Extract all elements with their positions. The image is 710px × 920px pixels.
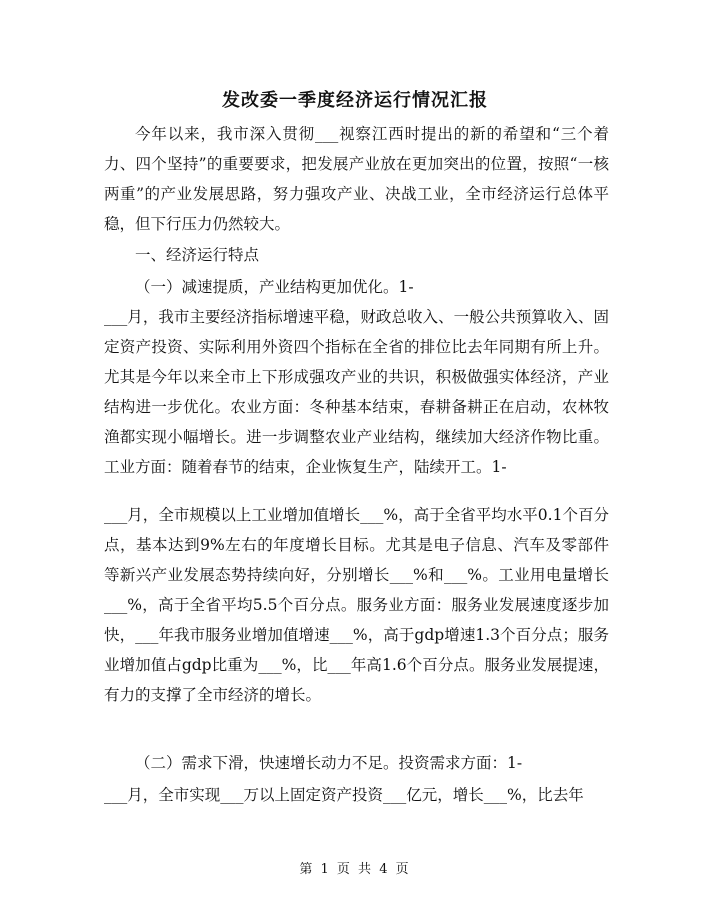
subsection-heading-1: （一）减速提质，产业结构更加优化。1-	[135, 278, 414, 296]
section-heading-1: 一、经济运行特点	[135, 246, 260, 264]
document-title: 发改委一季度经济运行情况汇报	[222, 90, 488, 111]
subsection-1-body: ___月，我市主要经济指标增速平稳，财政总收入、一般公共预算收入、固定资产投资、实际利用外资四个指标在全省的排位比去年同期有所上升。尤其是今年以来全市上下形成强攻产业的共识，积极做强实体经济，产业结构进一步优化。农业方面：冬种基本结束，春耕备耕正在启动，农林牧渔都实现小幅增长。进一步调整农业产业结构，继续加大经济作物比重。工业方面：随着春节的结束，企业恢复生产，陆续开工。1-	[104, 308, 609, 476]
page-footer	[0, 858, 710, 877]
page-number-label: 第 1 页 共 4 页	[299, 862, 411, 877]
subsection-heading-2: （二）需求下滑，快速增长动力不足。投资需求方面：1-	[135, 754, 523, 772]
intro-paragraph: 今年以来，我市深入贯彻___视察江西时提出的新的希望和“三个着力、四个坚持”的重要要求，把发展产业放在更加突出的位置，按照“一核两重”的产业发展思路，努力强攻产业、决战工业，全市经济运行总体平稳，但下行压力仍然较大。	[104, 125, 609, 233]
subsection-2-body: ___月，全市实现___万以上固定资产投资___亿元，增长___%，比去年	[104, 786, 584, 804]
subsection-1-body-continued: ___月，全市规模以上工业增加值增长___%，高于全省平均水平0.1个百分点，基本达到9%左右的年度增长目标。尤其是电子信息、汽车及零部件等新兴产业发展态势持续向好，分别增长___%和___%。工业用电量增长___%，高于全省平均5.5个百分点。服务业方面：服务业发展速度逐步加快，___年我市服务业增加值增速___%，高于gdp增速1.3个百分点；服务业增加值占gdp比重为___%，比___年高1.6个百分点。服务业发展提速，有力的支撑了全市经济的增长。	[104, 506, 609, 704]
